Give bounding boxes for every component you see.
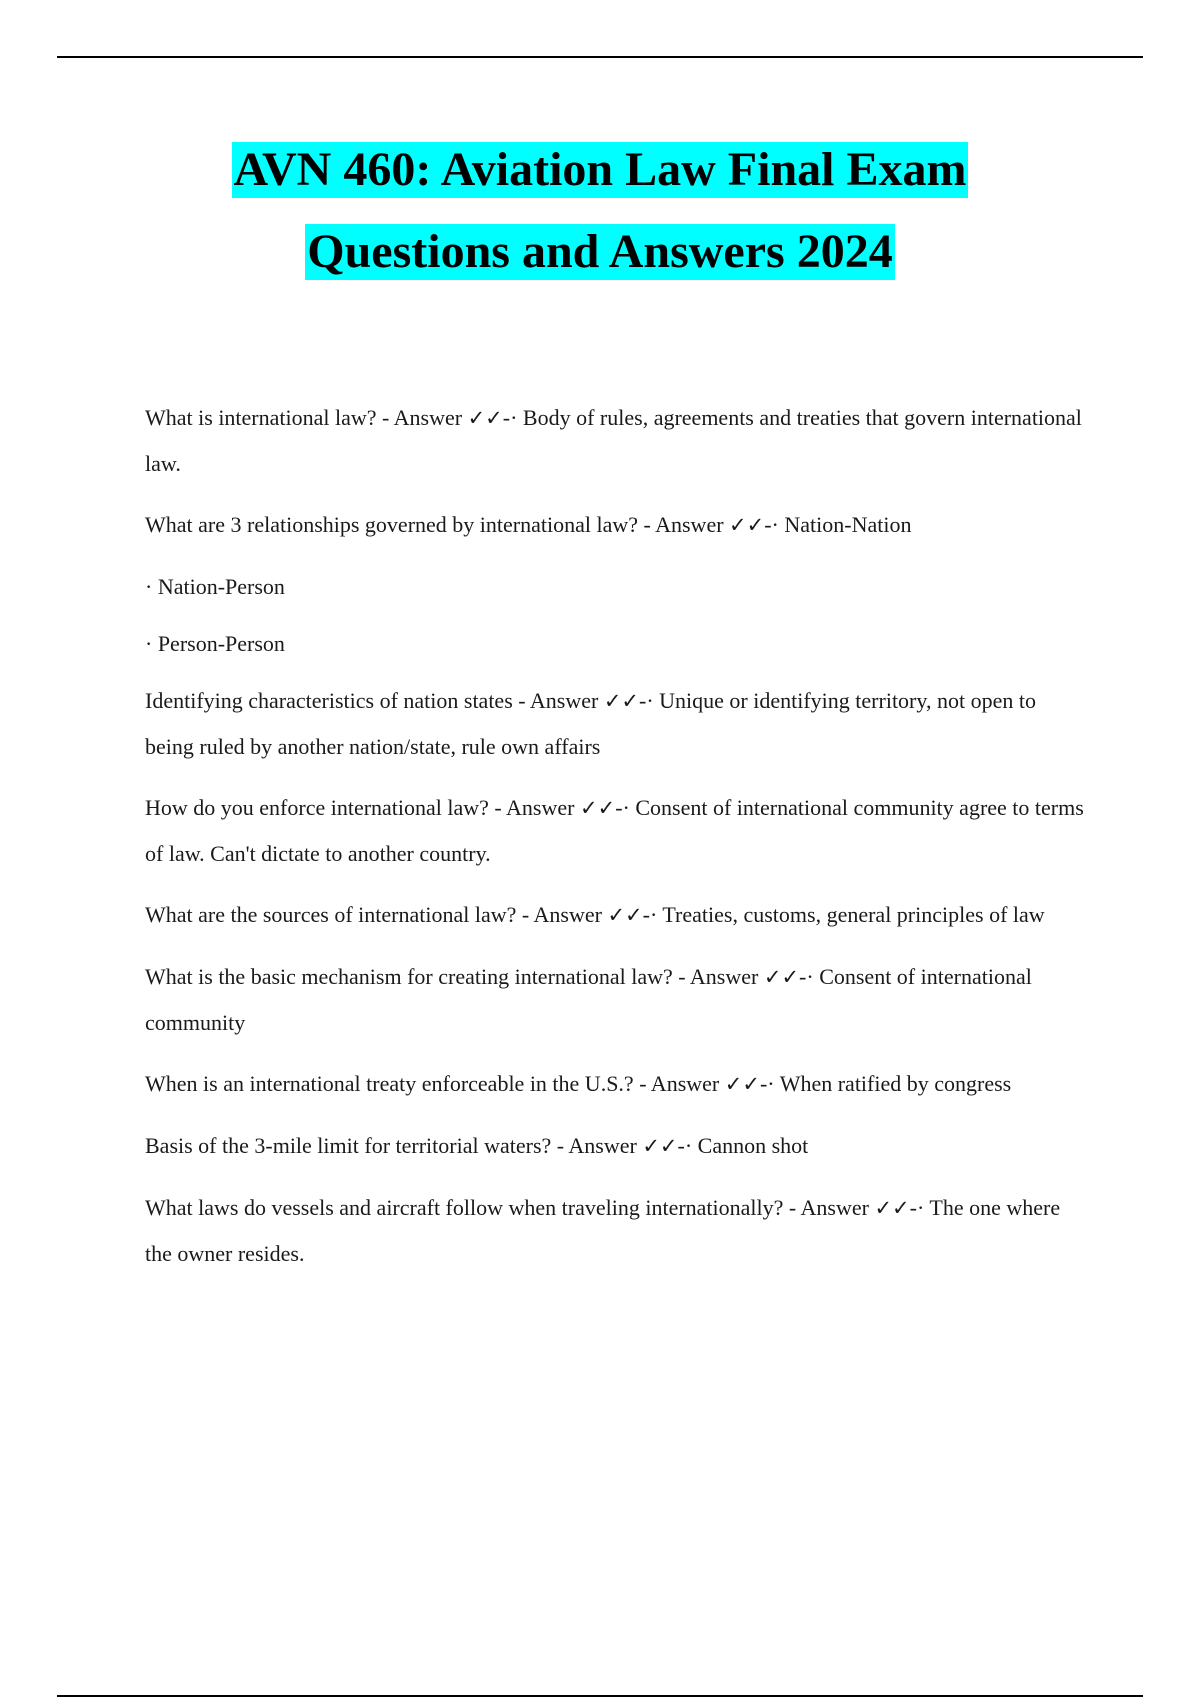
answer-text: -· Consent of international community agree to terms of law. Can't dictate to another country. <box>145 795 1084 866</box>
question-text: What is the basic mechanism for creating international law? - Answer <box>145 964 764 989</box>
question-text: How do you enforce international law? - Answer <box>145 795 580 820</box>
question-text: What is international law? - Answer <box>145 405 468 430</box>
qa-item <box>145 954 1085 1045</box>
question-text: When is an international treaty enforceable in the U.S.? - Answer <box>145 1071 725 1096</box>
answer-text: -· Cannon shot <box>677 1133 809 1158</box>
qa-item <box>145 1061 1085 1107</box>
qa-item <box>145 892 1085 938</box>
qa-item <box>145 1185 1085 1276</box>
qa-item <box>145 502 1085 548</box>
answer-text: -· When ratified by congress <box>759 1071 1012 1096</box>
question-text: What are 3 relationships governed by international law? - Answer <box>145 512 730 537</box>
check-icon: ✓✓ <box>724 1072 760 1096</box>
qa-item <box>145 678 1085 769</box>
title-line-2: Questions and Answers 2024 <box>307 225 893 278</box>
check-icon: ✓✓ <box>603 689 640 713</box>
document-title <box>0 140 1200 304</box>
qa-item <box>145 785 1085 876</box>
answer-text: -· Nation-Nation <box>764 512 912 537</box>
answer-text: -· Treaties, customs, general principles of law <box>642 902 1045 927</box>
bullet-item: · Person-Person <box>145 631 285 656</box>
check-icon: ✓✓ <box>874 1196 910 1220</box>
check-icon: ✓✓ <box>467 406 503 430</box>
answer-text: -· Body of rules, agreements and treaties that govern international law. <box>145 405 1082 476</box>
question-text: Basis of the 3-mile limit for territorial waters? - Answer <box>145 1133 643 1158</box>
check-icon: ✓✓ <box>607 903 643 927</box>
answer-text: -· Consent of international community <box>145 964 1032 1035</box>
check-icon: ✓✓ <box>579 796 616 820</box>
qa-list <box>145 395 1085 1292</box>
check-icon: ✓✓ <box>763 965 800 989</box>
check-icon: ✓✓ <box>729 513 765 537</box>
qa-item <box>145 395 1085 486</box>
question-text: What are the sources of international law? - Answer <box>145 902 608 927</box>
bullet-item: · Nation-Person <box>145 574 285 599</box>
answer-text: -· The one where the owner resides. <box>145 1195 1061 1266</box>
bottom-rule <box>57 1695 1143 1697</box>
qa-item <box>145 1123 1085 1169</box>
top-rule <box>57 56 1143 58</box>
question-text: Identifying characteristics of nation states - Answer <box>145 688 604 713</box>
answer-text: -· Unique or identifying territory, not open to being ruled by another nation/state, rule own affairs <box>145 688 1036 759</box>
question-text: What laws do vessels and aircraft follow when traveling internationally? - Answer <box>145 1195 875 1220</box>
title-line-1: AVN 460: Aviation Law Final Exam <box>233 143 967 196</box>
check-icon: ✓✓ <box>642 1134 678 1158</box>
